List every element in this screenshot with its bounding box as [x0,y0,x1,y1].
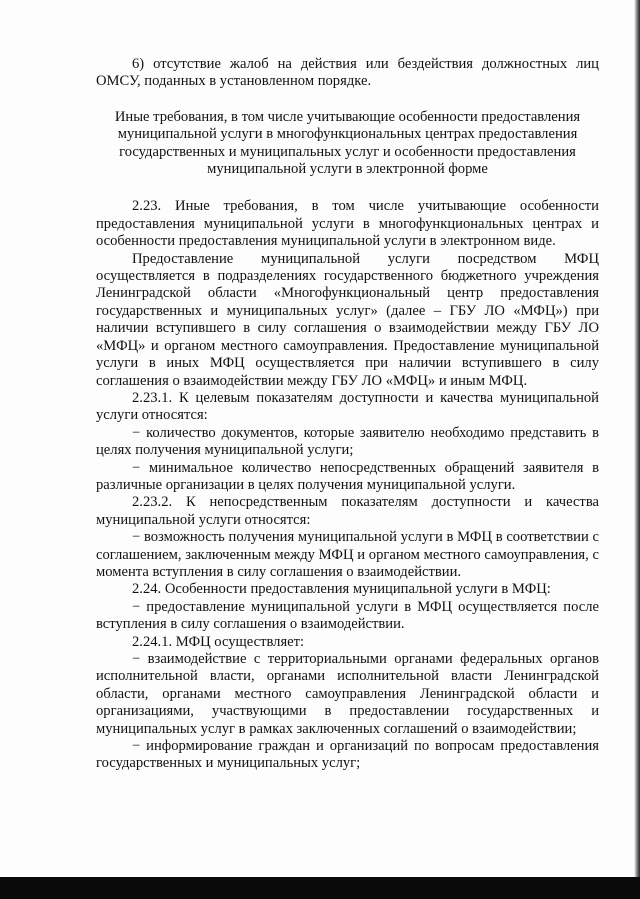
paragraph-2-23: 2.23. Иные требования, в том числе учитывающие особенности предоставления муниципальной услуги в многофункциональных центрах и особенности предоставления муниципальной услуги в электронном виде. [96,198,599,250]
scan-shadow-right [634,0,640,899]
list-item-min-appeals: − минимальное количество непосредственных обращений заявителя в различные организации в целях получения муниципальной услуги. [96,459,599,493]
list-item-informing: − информирование граждан и организаций по вопросам предоставления государственных и муниципальных услуг; [96,738,599,772]
list-item-interaction: − взаимодействие с территориальными органами федеральных органов исполнительной власти, органами исполнительной власти Ленинградской области, органами местного самоуправления Ленинградской области и организациями, участвующими в предоставлении государственных и муниципальных услуг в рамках заключенных соглашений о взаимодействии; [96,651,599,737]
list-item-mfc-after-agreement: − предоставление муниципальной услуги в МФЦ осуществляется после вступления в силу соглашения о взаимодействии. [96,598,599,633]
paragraph-2-23-1: 2.23.1. К целевым показателям доступности и качества муниципальной услуги относятся: [96,389,599,424]
list-item-mfc-possibility: − возможность получения муниципальной услуги в МФЦ в соответствии с соглашением, заключенным между МФЦ и органом местного самоуправления, с момента вступления в силу соглашения о взаимодействии. [96,529,599,580]
paragraph-2-24-1: 2.24.1. МФЦ осуществляет: [132,633,305,650]
paragraph-mfc-provision: Предоставление муниципальной услуги посредством МФЦ осуществляется в подразделениях государственного бюджетного учреждения Ленинградской области «Многофункциональный центр предоставления государственных и муниципальных услуг» (далее – ГБУ ЛО «МФЦ») при наличии вступившего в силу соглашения о взаимодействии между ГБУ ЛО «МФЦ» и органом местного самоуправления. Предоставление муниципальной услуги в иных МФЦ осуществляется при наличии вступившего в силу соглашения о взаимодействии между ГБУ ЛО «МФЦ» и иным МФЦ. [96,250,599,389]
paragraph-item-6: 6) отсутствие жалоб на действия или бездействия должностных лиц ОМСУ, поданных в установленном порядке. [96,56,599,90]
scan-shadow-bottom [0,877,640,899]
document-body [96,56,599,773]
paragraph-2-23-2: 2.23.2. К непосредственным показателям доступности и качества муниципальной услуги относятся: [96,494,599,528]
section-heading: Иные требования, в том числе учитывающие особенности предоставления муниципальной услуги в многофункциональных центрах предоставления государственных и муниципальных услуг и особенности предоставления муниципальной услуги в электронной форме [114,108,581,178]
list-item-documents-count: − количество документов, которые заявителю необходимо представить в целях получения муниципальной услуги; [96,424,599,459]
paragraph-2-24: 2.24. Особенности предоставления муниципальной услуги в МФЦ: [132,581,551,598]
